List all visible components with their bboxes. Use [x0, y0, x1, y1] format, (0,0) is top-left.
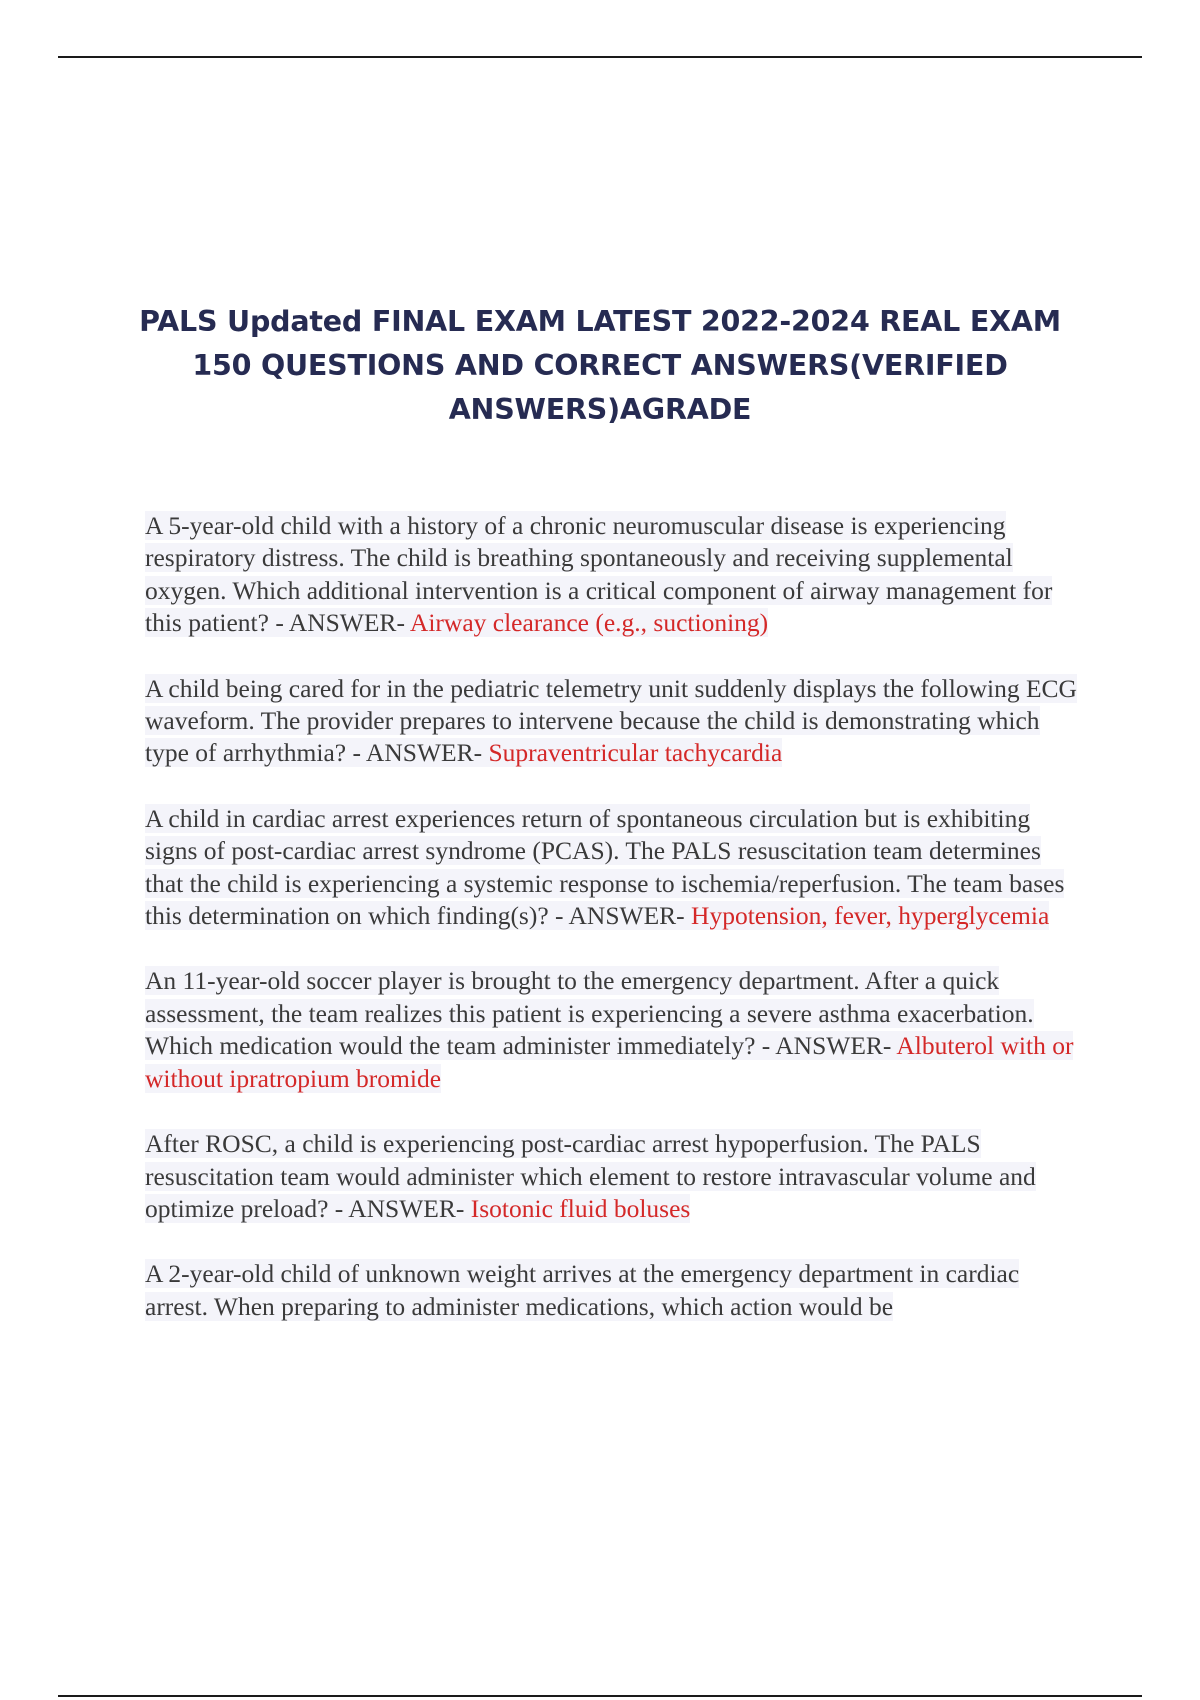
qa-item: [145, 510, 1085, 640]
question-text: A child being cared for in the pediatric telemetry unit suddenly displays the following ECG waveform. The provider prepares to intervene because the child is demonstrating which type of arrhythmia?: [145, 673, 1077, 768]
question-text: An 11-year-old soccer player is brought to the emergency department. After a quick assessment, the team realizes this patient is experiencing a severe asthma exacerbation. Which medication would the team administer immediately?: [145, 966, 1034, 1061]
answer-text: Supraventricular tachycardia: [488, 738, 783, 768]
footer-rule: [58, 1695, 1142, 1697]
answer-text: Hypotension, fever, hyperglycemia: [691, 901, 1050, 931]
question-list: [145, 510, 1085, 1356]
header-rule: [58, 56, 1142, 58]
answer-text: Airway clearance (e.g., suctioning): [409, 608, 769, 638]
question-text: After ROSC, a child is experiencing post-cardiac arrest hypoperfusion. The PALS resuscitation team would administer which element to restore intravascular volume and optimize preload?: [145, 1129, 1036, 1223]
qa-item: [145, 803, 1085, 933]
answer-text: Albuterol with or without ipratropium bromide: [145, 1031, 1074, 1093]
answer-marker: - ANSWER-: [755, 1031, 897, 1061]
qa-item: [145, 965, 1085, 1095]
qa-item: [145, 1128, 1085, 1225]
answer-marker: - ANSWER-: [268, 608, 410, 638]
answer-marker: - ANSWER-: [548, 901, 692, 931]
question-text: A 2-year-old child of unknown weight arrives at the emergency department in cardiac arrest. When preparing to administer medications, which action would be: [145, 1259, 1020, 1321]
question-text: A child in cardiac arrest experiences return of spontaneous circulation but is exhibiting signs of post-cardiac arrest syndrome (PCAS). The PALS resuscitation team determines that the child is experiencing a systemic response to ischemia/reperfusion. The team bases this determination on which finding(s)?: [145, 803, 1065, 931]
answer-marker: - ANSWER-: [346, 738, 489, 768]
qa-item: [145, 673, 1085, 770]
qa-item: [145, 1258, 1085, 1323]
question-text: A 5-year-old child with a history of a chronic neuromuscular disease is experiencing respiratory distress. The child is breathing spontaneously and receiving supplemental oxygen. Which additional intervention is a critical component of airway management for this patient?: [145, 511, 1053, 638]
document-title: PALS Updated FINAL EXAM LATEST 2022-2024 REAL EXAM 150 QUESTIONS AND CORRECT ANSWERS(VERIFIED ANSWERS)AGRADE: [139, 305, 1061, 426]
answer-marker: - ANSWER-: [328, 1193, 471, 1223]
answer-text: Isotonic fluid boluses: [470, 1193, 691, 1223]
